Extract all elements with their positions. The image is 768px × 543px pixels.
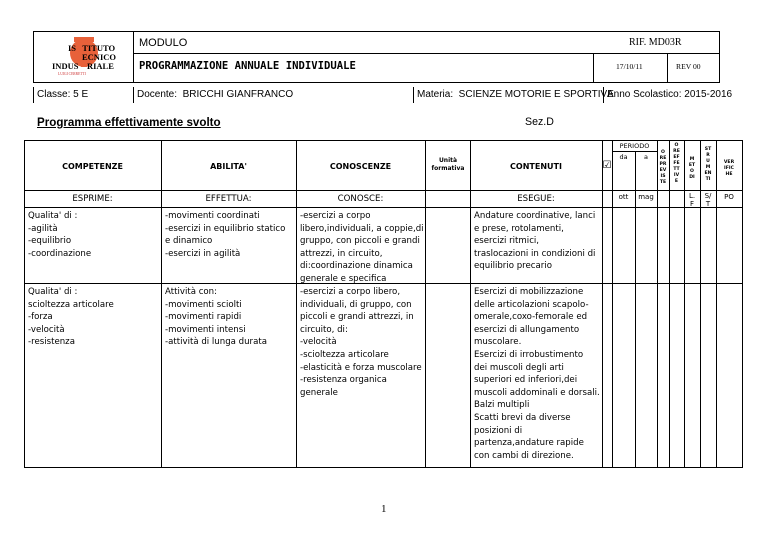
logo-line-1: IS TITUTO (68, 43, 116, 53)
col-metodi-header: M ET O DI (688, 157, 696, 180)
section-title: Programma effettivamente svolto (37, 116, 221, 129)
row2-contenuti: Esercizi di mobilizzazione delle articolazioni scapolo- omerale,coxo-femorale ed esercizi di allungamento muscolare. Esercizi di irrobustimento dei muscoli degli arti superiori ed inferiori,dei muscoli addominali e dorsali. Balzi multipli Scatti brevi da diverse posizioni di partenza,andature rapide con cambi di direzione. (474, 287, 600, 461)
metodi-value: L. F (688, 192, 696, 208)
row2-conoscenze: -esercizi a corpo libero, individuali, di gruppo, con piccoli e grandi attrezzi, in circuito, di: -velocità -scioltezza articolare -elasticità e forza muscolare -resistenza organica generale (300, 287, 422, 398)
materia-label: Materia: SCIENZE MOTORIE E SPORTIVE (417, 89, 614, 100)
programmazione-title: PROGRAMMAZIONE ANNUALE INDIVIDUALE (139, 60, 356, 72)
col-ore-effettive-header: O RE EF FE TT IV E (673, 143, 680, 184)
anno-label: Anno Scolastico: 2015-2016 (607, 89, 733, 100)
da-value: ott (618, 193, 629, 201)
col-contenuti-header: CONTENUTI (510, 162, 562, 171)
row1-contenuti: Andature coordinative, lanci e prese, rotolamenti, esercizi ritmici, traslocazioni in condizioni di equilibrio precario (474, 211, 596, 272)
conosce-subheader: CONOSCE: (337, 194, 384, 204)
row1-conoscenze: -esercizi a corpo libero,individuali, a coppie,di gruppo, con piccoli e grandi attrezzi, in circuito, di:coordinazione dinamica generale e specifica (300, 211, 424, 284)
strumenti-value: S/ T (704, 192, 712, 208)
col-conoscenze-header: CONOSCENZE (329, 162, 392, 171)
docente-label: Docente: BRICCHI GIANFRANCO (137, 89, 294, 100)
col-periodo-header: PERIODO (619, 142, 650, 150)
page-number: 1 (381, 503, 387, 515)
col-competenze-header: COMPETENZE (62, 162, 123, 171)
esegue-subheader: ESEGUE: (517, 194, 555, 204)
modulo-label: MODULO (139, 37, 188, 49)
row1-competenze: Qualita' di : -agilità -equilibrio -coordinazione (28, 211, 92, 259)
logo-line-3: INDUS RIALE (52, 61, 114, 71)
col-abilita-header: ABILITA' (210, 162, 247, 171)
rif-label: RIF. MD03R (629, 37, 682, 48)
col-unita-header: Unità formativa (431, 157, 465, 172)
col-ore-previste-header: O RE PR EV IS TE (659, 150, 667, 185)
checkbox-icon: ☑ (602, 160, 612, 171)
doc-rev: REV 00 (676, 62, 701, 71)
esprime-subheader: ESPRIME: (72, 194, 113, 204)
col-a-header: a (644, 153, 648, 161)
logo-line-2: ECNICO (82, 52, 117, 62)
col-verifiche-header: VER IFIC HE (723, 160, 735, 177)
classe-label: Classe: 5 E (37, 89, 89, 100)
logo-line-4: LUIGI CERRETTI (58, 72, 86, 76)
doc-date: 17/10/11 (616, 62, 643, 71)
effettua-subheader: EFFETTUA: (205, 194, 252, 204)
col-da-header: da (619, 153, 628, 161)
row2-abilita: Attività con: -movimenti sciolti -movimenti rapidi -movimenti intensi -attività di lunga durata (165, 287, 267, 348)
col-strumenti-header: ST R U M EN TI (704, 147, 712, 182)
a-value: mag (638, 193, 654, 201)
row2-competenze: Qualita' di : scioltezza articolare -forza -velocità -resistenza (28, 287, 114, 348)
row1-abilita: -movimenti coordinati -esercizi in equilibrio statico e dinamico -esercizi in agilità (165, 211, 286, 259)
verifiche-value: PO (724, 193, 734, 201)
section-sez: Sez.D (525, 116, 554, 128)
school-logo (52, 33, 124, 79)
